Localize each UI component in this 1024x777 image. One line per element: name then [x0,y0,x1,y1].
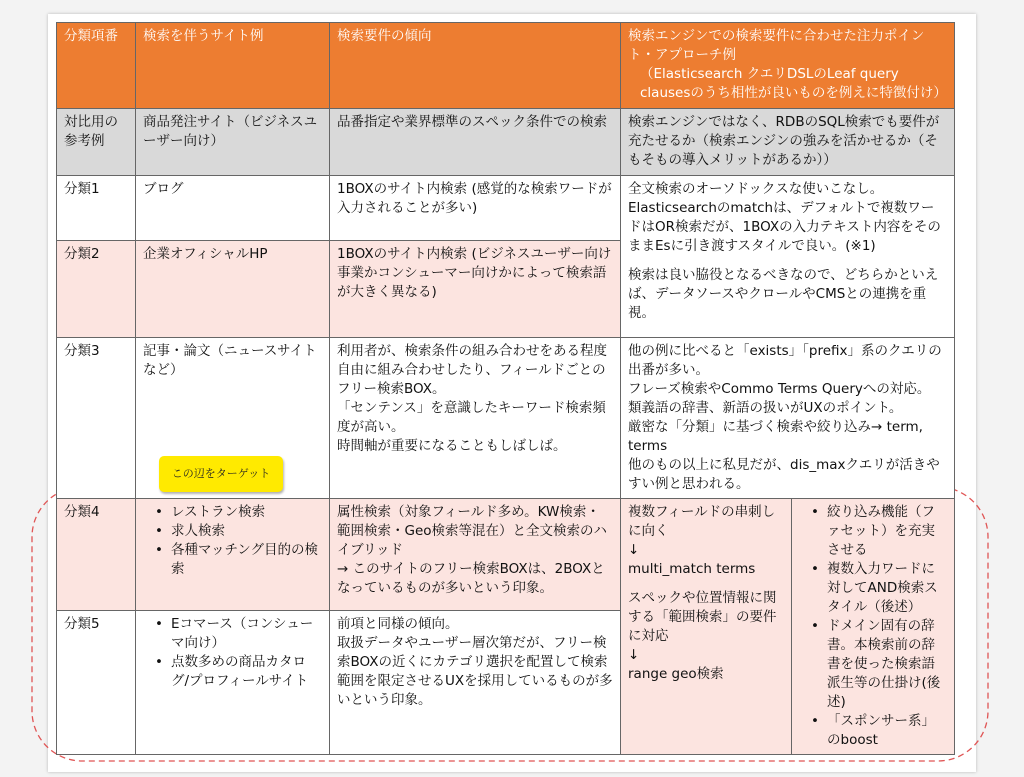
row5-requirement-b: 取扱データやユーザー層次第だが、フリー検索BOXの近くにカテゴリ選択を配置して検索範囲を限定させるUXを採用しているものが多いという印象。 [337,635,613,708]
list-item: • ドメイン固有の辞書。本検索前の辞書を使った検索語派生等の仕掛け(後述) [813,617,947,712]
ref-site-example: 商品発注サイト（ビジネスユーザー向け） [136,109,330,176]
header-approach-title: 検索エンジンでの検索要件に合わせた注力ポイント・アプローチ例 [628,28,925,63]
row3-requirement-b: 「センテンス」を意識したキーワード検索頻度が高い。 [337,400,606,435]
header-site-example: 検索を伴うサイト例 [136,23,330,109]
row45-right-list [799,503,947,750]
list-item: • Eコマース（コンシューマ向け） [157,615,322,653]
row45-mid-a: 複数フィールドの串刺しに向く [628,504,776,539]
ref-approach: 検索エンジンではなく、RDBのSQL検索でも要件が充たせるか（検索エンジンの強みを活かせるか（そもそもの導入メリットがあるか）） [621,109,955,176]
row2-category: 分類2 [57,241,136,338]
row4-site-list [143,503,322,579]
header-category-no: 分類項番 [57,23,136,109]
table-row-category-1 [57,176,955,241]
row45-approach-middle [621,499,792,755]
row4-requirement [330,499,621,611]
list-item: • 求人検索 [157,522,322,541]
row5-site-list [143,615,322,691]
row45-mid-b: multi_match terms [628,561,756,577]
list-item: • 複数入力ワードに対してAND検索スタイル（後述） [813,560,947,617]
row3-approach-c: 類義語の辞書、新語の扱いがUXのポイント。 [628,400,903,416]
row4-category: 分類4 [57,499,136,611]
row3-site-example: 記事・論文（ニュースサイトなど） [136,338,330,499]
row4-requirement-a: 属性検索（対象フィールド多め。KW検索・範囲検索・Geo検索等混在）と全文検索のハイブリッド [337,504,608,558]
search-requirement-table [56,22,955,755]
arrow-down-icon: ↓ [628,542,640,558]
row4-requirement-b: → このサイトのフリー検索BOXは、2BOXとなっているものが多いという印象。 [337,561,605,596]
row45-approach-right [792,499,955,755]
header-approach-note: （Elasticsearch クエリDSLのLeaf query clausesのうち相性が良いものを例えに特徴付け） [640,66,947,101]
row3-approach-b: フレーズ検索やCommo Terms Queryへの対応。 [628,381,931,397]
row3-approach-e: 他のもの以上に私見だが、dis_maxクエリが活きやすい例と思われる。 [628,457,940,492]
row45-mid-c: スペックや位置情報に関する「範囲検索」の要件に対応 [628,590,777,644]
target-note-label: この辺をターゲット [159,456,283,492]
header-requirement-trend: 検索要件の傾向 [330,23,621,109]
row5-requirement [330,611,621,755]
list-item: • 「スポンサー系」のboost [813,712,947,750]
table-header-row [57,23,955,109]
ref-category: 対比用の参考例 [57,109,136,176]
row3-category: 分類3 [57,338,136,499]
row1-requirement: 1BOXのサイト内検索 (感覚的な検索ワードが入力されることが多い) [330,176,621,241]
row3-requirement [330,338,621,499]
table-row-category-4 [57,499,955,611]
row12-approach [621,176,955,338]
list-item: • 各種マッチング目的の検索 [157,541,322,579]
row5-category: 分類5 [57,611,136,755]
row3-approach [621,338,955,499]
row2-site-example: 企業オフィシャルHP [136,241,330,338]
row3-approach-a: 他の例に比べると「exists」「prefix」系のクエリの出番が多い。 [628,343,942,378]
row3-approach-d: 厳密な「分類」に基づく検索や絞り込み→ term, terms [628,419,923,454]
list-item: • 絞り込み機能（ファセット）を充実させる [813,503,947,560]
row4-site-example [136,499,330,611]
ref-requirement: 品番指定や業界標準のスペック条件での検索 [330,109,621,176]
table-row-reference [57,109,955,176]
row45-mid-d: range geo検索 [628,666,724,682]
row2-requirement: 1BOXのサイト内検索 (ビジネスユーザー向け事業かコンシューマー向けかによって検索語が大きく異なる) [330,241,621,338]
header-approach [621,23,955,109]
row5-requirement-a: 前項と同様の傾向。 [337,616,459,632]
row3-requirement-c: 時間軸が重要になることもしばしば。 [337,438,567,454]
row12-approach-part2: 検索は良い脇役となるべきなので、どちらかといえば、データソースやクロールやCMSとの連携を重視。 [628,267,939,321]
row1-category: 分類1 [57,176,136,241]
row12-approach-part1: 全文検索のオーソドックスな使いこなし。Elasticsearchのmatchは、デフォルトで複数ワードはOR検索だが、1BOXの入力テキスト内容をそのままEsに引き渡すスタイルで良い。(※1) [628,181,941,254]
row5-site-example [136,611,330,755]
list-item: • 点数多めの商品カタログ/プロフィールサイト [157,653,322,691]
row1-site-example: ブログ [136,176,330,241]
row3-requirement-a: 利用者が、検索条件の組み合わせをある程度自由に組み合わせしたり、フィールドごとのフリー検索BOX。 [337,343,607,397]
arrow-down-icon: ↓ [628,647,640,663]
list-item: • レストラン検索 [157,503,322,522]
